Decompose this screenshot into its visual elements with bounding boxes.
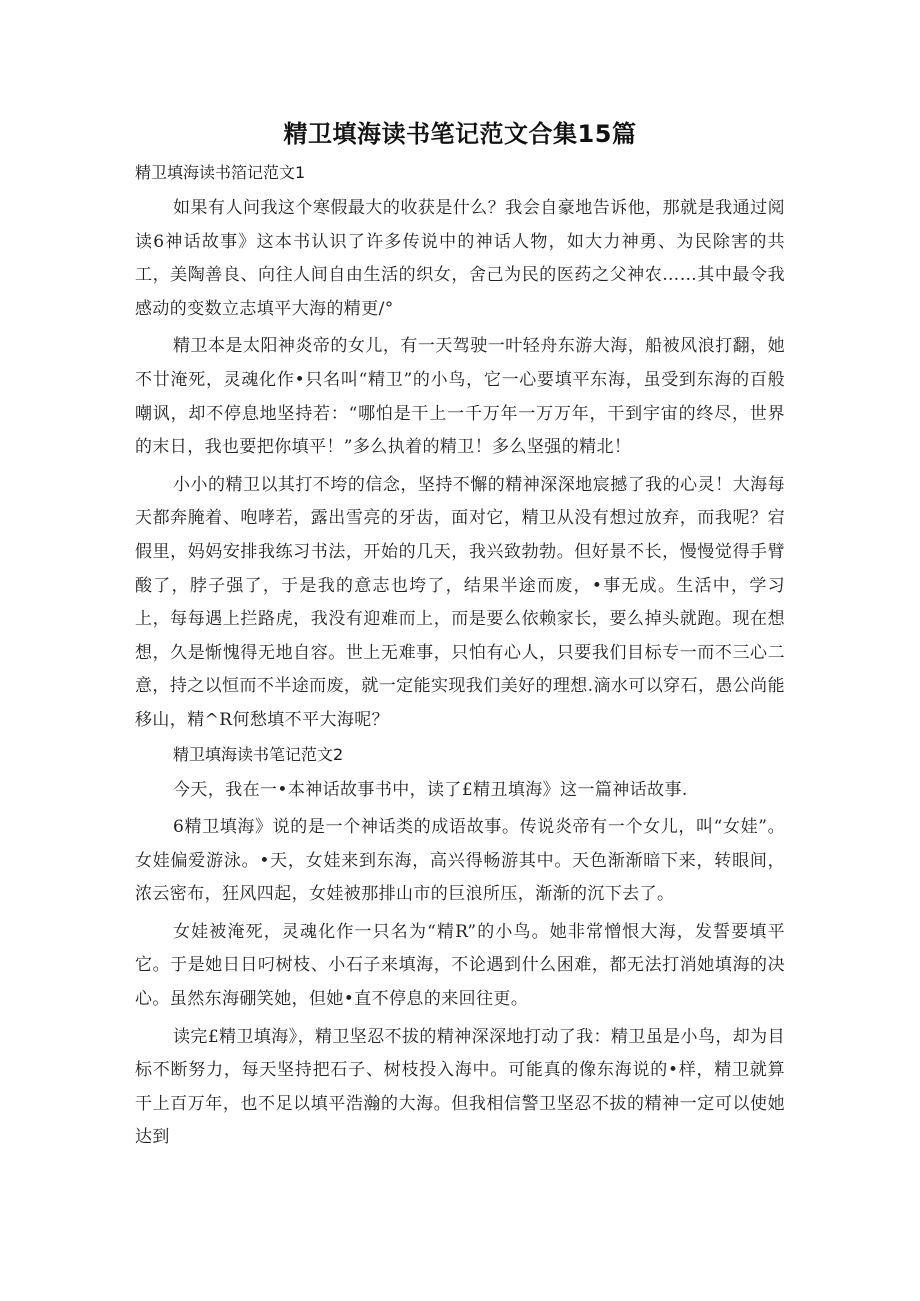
- paragraph: 读完£精卫填海》，精卫坚忍不拔的精神深深地打动了我：精卫虽是小鸟，却为目标不断努力，每天坚持把石子、树枝投入海中。可能真的像东海说的•样，精卫就算干上百万年，也不足以填平浩瀚的大海。但我相信警卫坚忍不拔的精神一定可以使她达到: [135, 1026, 785, 1148]
- document-body: [135, 160, 785, 1159]
- paragraph: 精卫本是太阳神炎帝的女儿，有一天驾驶一叶轻舟东游大海，船被风浪打翻，她不廿淹死，灵魂化作•只名叫“精卫”的小鸟，它一心要填平东海，虽受到东海的百般嘲讽，却不停息地坚持若：“哪怕是干上一千万年一万万年，干到宇宙的终尽，世界的末日，我也要把你填平！”多么执着的精卫！多么坚强的精北！: [135, 336, 785, 458]
- paragraph: 今天，我在一•本神话故事书中，读了£精丑填海》这一篇神话故事.: [173, 779, 688, 800]
- paragraph: 6精卫填海》说的是一个神话类的成语故事。传说炎帝有一个女儿，叫“女娃”。女娃偏爱游泳。•天，女娃来到东海，高兴得畅游其中。天色渐渐暗下来，转眼间，浓云密布，狂风四起，女娃被那排山市的巨浪所压，渐渐的沉下去了。: [135, 817, 785, 905]
- paragraph: 如果有人问我这个寒假最大的收获是什么？我会自豪地告诉他，那就是我通过阅读6神话故事》这本书认识了许多传说中的神话人物，如大力神勇、为民除害的共工，美陶善良、向往人间自由生活的织女，舍己为民的医药之父神农……其中最令我感动的变数立志填平大海的精更/°: [135, 198, 785, 319]
- paragraph: 小小的精卫以其打不垮的信念，坚持不懈的精神深深地宸撼了我的心灵！大海每天都奔腌着、咆哮若，露出雪亮的牙齿，面对它，精卫从没有想过放弃，而我呢？宕假里，妈妈安排我练习书法，开始的几天，我兴致勃勃。但好景不长，慢慢觉得手臂酸了，脖子强了，于是我的意志也垮了，结果半途而废，•事无成。生活中，学习上，每每遇上拦路虎，我没有迎难而上，而是要么依赖家长，要么掉头就跑。现在想想，久是惭愧得无地自容。世上无难事，只怕有心人，只要我们目标专一而不三心二意，持之以恒而不半途而废，就一定能实现我们美好的理想.滴水可以穿石，愚公尚能移山，精^R何愁填不平大海呢？: [135, 474, 785, 730]
- section-heading-2: 精卫填海读书笔记范文2: [173, 744, 344, 764]
- paragraph: 女娃被淹死，灵魂化作一只名为“精R”的小鸟。她非常憎恨大海，发誓要填平它。于是她日日叼树枝、小石子来填海，不论遇到什么困难，都无法打消她填海的决心。虽然东海硼笑她，但她•直不停息的来回往更。: [135, 921, 785, 1010]
- document-title: 精卫填海读书笔记范文合集15篇: [283, 120, 637, 148]
- section-heading-1: 精卫填海读书箔记范文1: [135, 163, 306, 182]
